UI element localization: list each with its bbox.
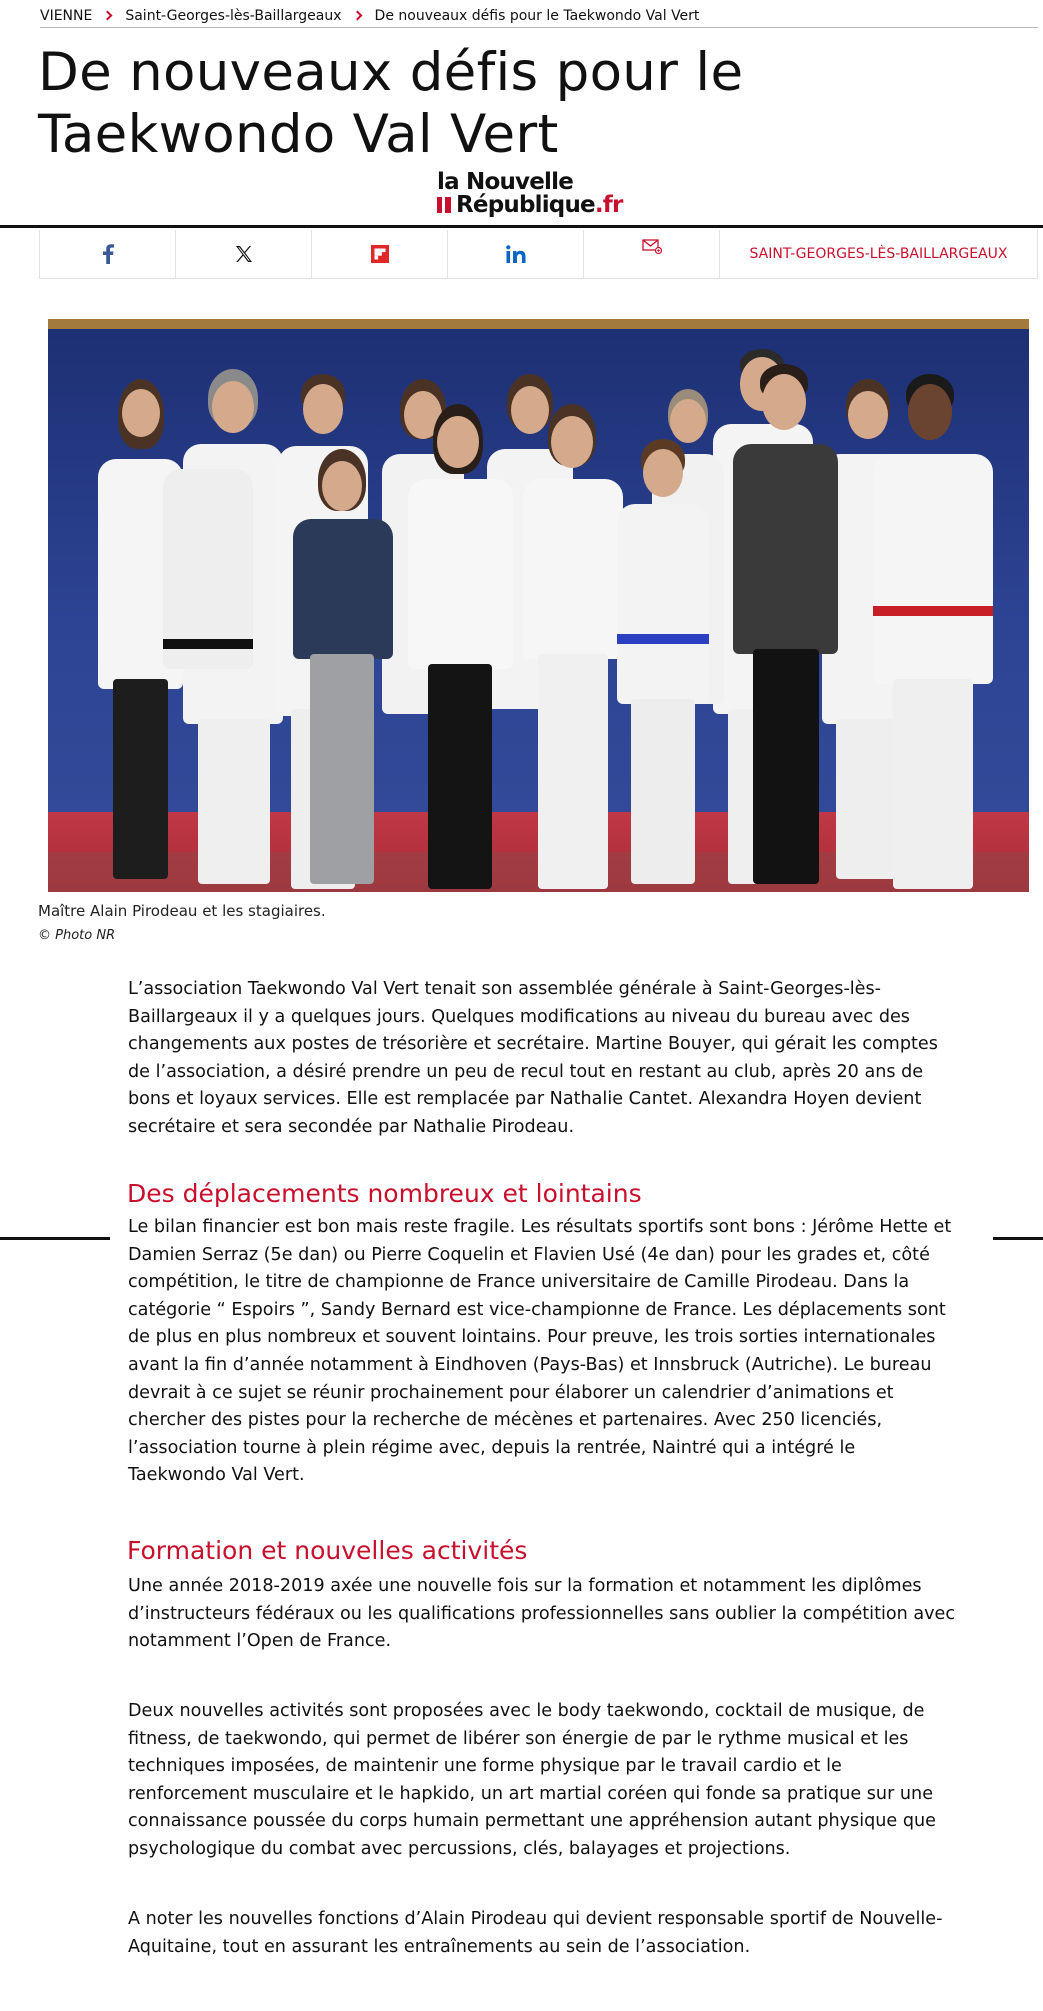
share-linkedin-button[interactable]: [448, 230, 584, 278]
photo-person: [163, 469, 253, 889]
x-icon: [235, 245, 253, 263]
article-paragraph: Le bilan financier est bon mais reste fragile. Les résultats sportifs sont bons : Jérôme Hette et Damien Serraz (5e dan) ou Pierre Coquelin et Flavien Usé (4e dan) pour les grades et, côté compétition, le titre de championne de France universitaire de Camille Pirodeau. Dans la catégorie “ Espoirs ”, Sandy Bernard est vice-championne de France. Les déplacements sont de plus en plus nombreux et souvent lointains. Pour preuve, les trois sorties internationales avant la fin d’année notamment à Eindhoven (Pays-Bas) et Innsbruck (Autriche). Le bureau devrait à ce sujet se réunir prochainement pour élaborer un calendrier d’animations et chercher des pistes pour la recherche de mécènes et partenaires. Avec 250 licenciés, l’association tourne à plein régime avec, depuis la rentrée, Naintré qui a intégré le Taekwondo Val Vert.: [128, 1217, 952, 1486]
logo-line2: [437, 192, 623, 218]
share-facebook-button[interactable]: [40, 230, 176, 278]
section-heading: Formation et nouvelles activités: [127, 1536, 528, 1565]
breadcrumb-item-vienne[interactable]: VIENNE: [40, 7, 93, 24]
email-icon: [642, 239, 662, 255]
image-credit: © Photo NR: [38, 928, 116, 943]
flipboard-icon: [371, 245, 389, 263]
photo-person: [288, 449, 398, 889]
breadcrumb-item-commune[interactable]: Saint-Georges-lès-Baillargeaux: [125, 7, 342, 24]
logo-mark-icon: [437, 197, 451, 213]
logo-word: République: [456, 192, 595, 218]
breadcrumb: [40, 4, 1038, 28]
logo-line1: la Nouvelle: [437, 169, 573, 195]
header-divider: [0, 225, 1043, 228]
breadcrumb-item-current: De nouveaux défis pour le Taekwondo Val Vert: [374, 7, 700, 24]
image-caption: Maître Alain Pirodeau et les stagiaires.: [38, 902, 326, 920]
share-flipboard-button[interactable]: [312, 230, 448, 278]
article-paragraph: A noter les nouvelles fonctions d’Alain Pirodeau qui devient responsable sportif de Nouvelle-Aquitaine, tout en assurant les entraînements au sein de l’association.: [128, 1909, 943, 1957]
linkedin-icon: [506, 245, 526, 263]
article-paragraph: Deux nouvelles activités sont proposées avec le body taekwondo, cocktail de musique, de fitness, de taekwondo, qui permet de libérer son énergie de par le rythme musical et les techniques imposées, de maintenir une forme physique par le travail cardio et le renforcement musculaire et le hapkido, un art martial coréen qui fonde sa pratique sur une connaissance poussée du corps humain permettant une appréhension autant physique que psychologique du combat avec percussions, clés, balayages et projections.: [128, 1701, 936, 1859]
photo-person: [728, 364, 843, 889]
photo-person: [518, 404, 628, 892]
decorative-divider-right: [993, 1237, 1043, 1240]
photo-person: [403, 404, 518, 892]
share-email-button[interactable]: [584, 230, 720, 278]
chevron-right-icon: [103, 11, 113, 21]
photo-person: [613, 439, 713, 889]
page-title: De nouveaux défis pour le Taekwondo Val Vert: [38, 42, 744, 165]
decorative-divider-left: [0, 1237, 110, 1240]
share-x-button[interactable]: [176, 230, 312, 278]
topic-tag-link[interactable]: SAINT-GEORGES-LÈS-BAILLARGEAUX: [749, 246, 1008, 262]
photo-wall-stripe: [48, 319, 1029, 329]
article-paragraph: Une année 2018-2019 axée une nouvelle fois sur la formation et notamment les diplômes d’instructeurs fédéraux ou les qualifications professionnelles sans oublier la compétition avec notamment l’Open de France.: [128, 1576, 956, 1652]
share-bar: [39, 230, 1038, 279]
photo-person: [868, 374, 998, 889]
site-logo[interactable]: [437, 169, 623, 218]
section-heading: Des déplacements nombreux et lointains: [127, 1179, 642, 1208]
chevron-right-icon: [352, 11, 362, 21]
article-photo: [48, 319, 1029, 892]
logo-suffix: .fr: [594, 192, 623, 218]
facebook-icon: [102, 244, 114, 264]
article-paragraph: L’association Taekwondo Val Vert tenait son assemblée générale à Saint-Georges-lès-Baillargeaux il y a quelques jours. Quelques modifications au niveau du bureau avec des changements aux postes de trésorière et secrétaire. Martine Bouyer, qui gérait les comptes de l’association, a désiré prendre un peu de recul tout en restant au club, après 20 ans de bons et loyaux services. Elle est remplacée par Nathalie Cantet. Alexandra Hoyen devient secrétaire et sera secondée par Nathalie Pirodeau.: [128, 979, 938, 1137]
